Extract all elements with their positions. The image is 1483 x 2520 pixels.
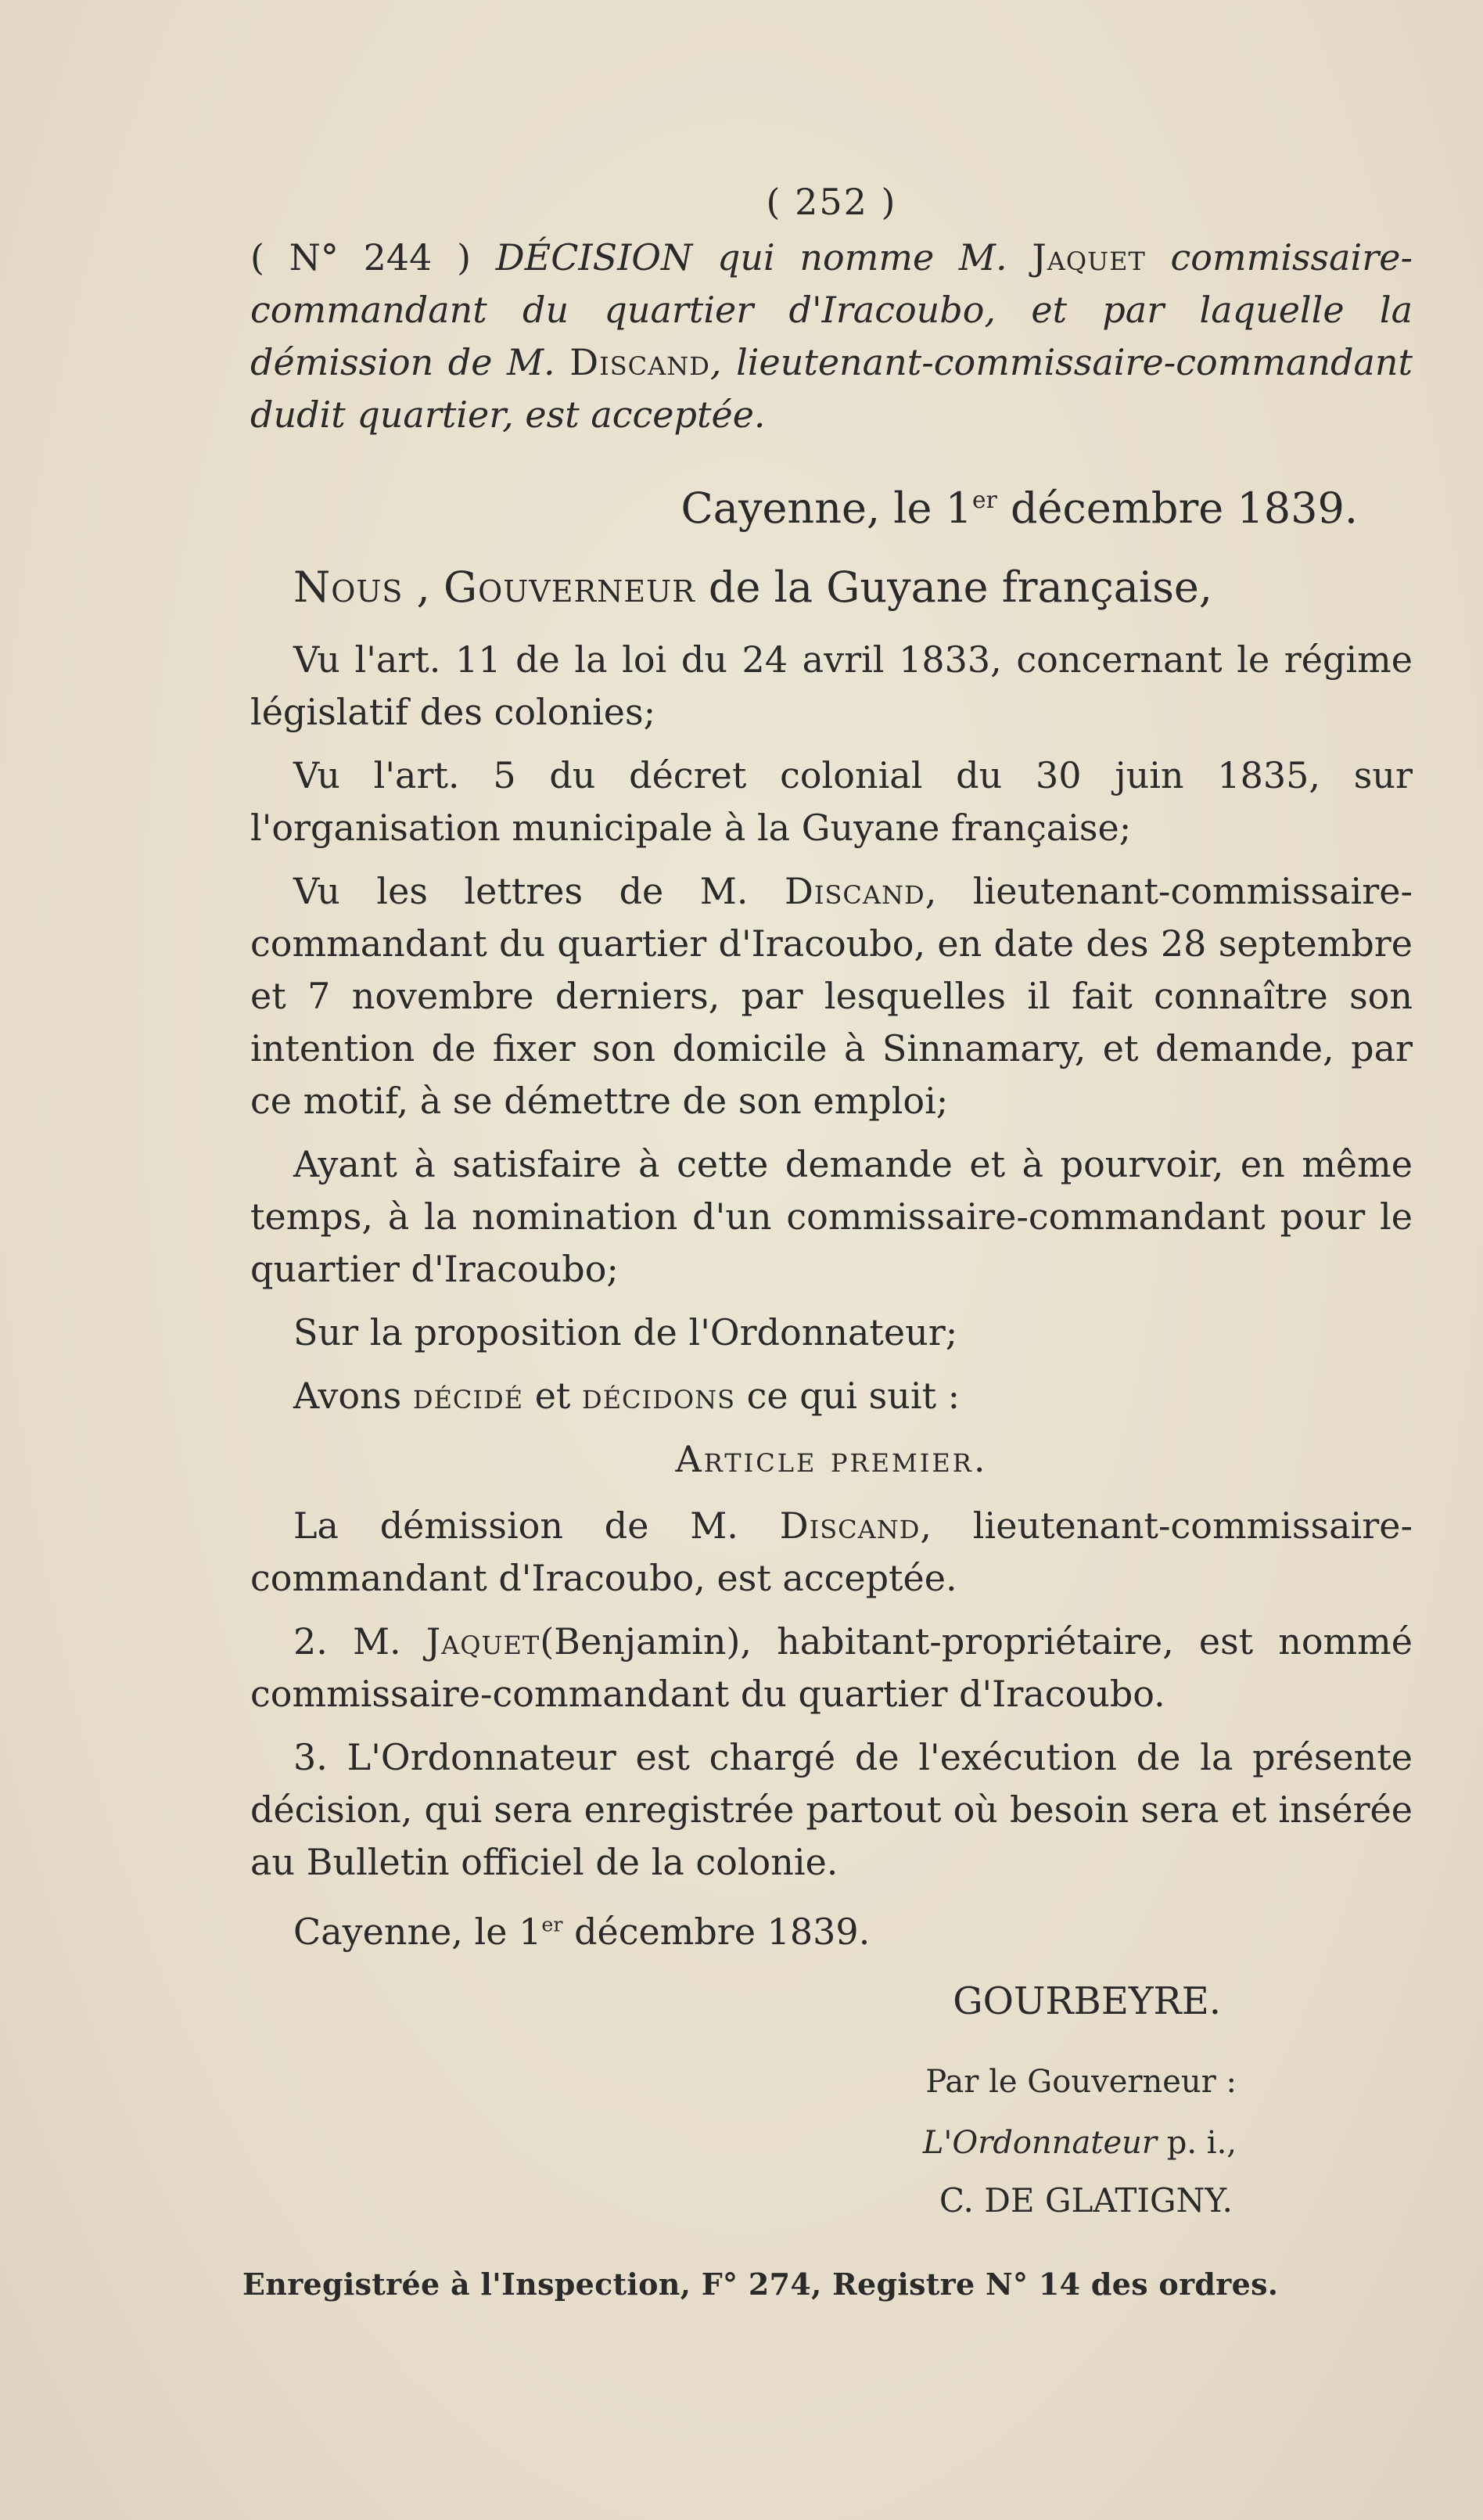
article1-name: Discand <box>779 1504 921 1547</box>
document-body <box>242 176 1413 2310</box>
consideration-2: Vu l'art. 5 du décret colonial du 30 juin 1835, sur l'organisation municipale à la Guyane française; <box>250 754 1413 849</box>
decide-after: ce qui suit : <box>746 1375 961 1417</box>
decision-word: DÉCISION <box>495 236 693 279</box>
signature-gourbeyre: GOURBEYRE. <box>953 1979 1221 2023</box>
dateline <box>250 482 1358 534</box>
intro-gouverneur: Gouverneur <box>443 563 695 612</box>
header-text-2: commissaire-commandant du quartier d'Iracoubo, et par laquelle la démission de M. <box>250 236 1413 383</box>
dateline-rest: décembre 1839. <box>1010 484 1358 533</box>
article-3: 3. L'Ordonnateur est chargé de l'exécution de la présente décision, qui sera enregistrée partout où besoin sera et insérée au Bulletin officiel de la colonie. <box>250 1736 1413 1883</box>
consideration-4: Sur la proposition de l'Ordonnateur; <box>293 1311 958 1353</box>
decision-number: ( N° 244 ) <box>250 236 472 279</box>
dateline-sup: er <box>972 487 997 514</box>
article1-before: La démission de M. <box>293 1504 738 1547</box>
registration-note: Enregistrée à l'Inspection, F° 274, Registre N° 14 des ordres. <box>242 2267 1279 2302</box>
dateline-city: Cayenne, le 1 <box>680 484 973 533</box>
decide-line <box>250 1370 1413 1422</box>
closing-sup: er <box>541 1913 563 1936</box>
countersign-role-suffix: p. i., <box>1166 2125 1237 2161</box>
article-2 <box>250 1616 1413 1720</box>
header-text-3: lieutenant-commissaire-commandant dudit quartier, est acceptée. <box>250 341 1413 436</box>
intro-line: Nous , Gouverneur de la Guyane française, <box>293 563 1213 612</box>
countersign-role-line <box>250 2112 1237 2173</box>
intro-rest: de la Guyane française, <box>708 563 1213 612</box>
closing-city: Cayenne, le 1 <box>293 1911 542 1953</box>
decide-word-2: décidons <box>582 1375 735 1417</box>
header-name-jaquet: Jaquet <box>1032 236 1146 279</box>
article2-name: Jaquet <box>426 1620 540 1663</box>
article2-before: 2. M. <box>293 1620 401 1663</box>
closing-date <box>250 1906 1413 1958</box>
decide-before: Avons <box>293 1375 402 1417</box>
article-title: Article premier. <box>675 1438 988 1480</box>
countersign-line-1: Par le Gouverneur : <box>925 2064 1237 2100</box>
article2-after: (Benjamin), habitant-propriétaire, est nommé commissaire-commandant du quartier d'Iracoubo. <box>250 1620 1413 1715</box>
header-text-1: qui nomme M. <box>716 236 1007 279</box>
intro-nous: Nous <box>293 563 404 612</box>
consideration-1: Vu l'art. 11 de la loi du 24 avril 1833, concernant le régime législatif des colonies; <box>250 638 1413 733</box>
closing-rest: décembre 1839. <box>574 1911 871 1953</box>
letters-before: Vu les lettres de M. <box>293 870 749 912</box>
header-name-discand: Discand <box>569 341 710 383</box>
countersign-role: L'Ordonnateur <box>922 2125 1158 2161</box>
consideration-3: Ayant à satisfaire à cette demande et à pourvoir, en même temps, à la nomination d'un commissaire-commandant pour le quartier d'Iracoubo; <box>250 1143 1413 1290</box>
consideration-letters <box>250 865 1413 1127</box>
article1-after: , lieutenant-commissaire-commandant d'Iracoubo, est acceptée. <box>250 1504 1413 1599</box>
letters-after: , lieutenant-commissaire-commandant du quartier d'Iracoubo, en date des 28 septembre et 7 novembre derniers, par lesquelles il fait connaître son intention de fixer son domicile à Sinnamary, et demande, par ce motif, à se démettre de son emploi; <box>250 870 1413 1122</box>
letters-name: Discand <box>784 870 925 912</box>
decide-word-1: décidé <box>412 1375 524 1417</box>
decision-header: ( N° 244 ) DÉCISION qui nomme M. Jaquet commissaire-commandant du quartier d'Iracoubo, et par laquelle la démission de M. Discand, lieutenant-commissaire-commandant dudit quartier, est acceptée. <box>250 236 1413 436</box>
countersign-name: C. DE GLATIGNY. <box>939 2181 1233 2220</box>
page-number: ( 252 ) <box>766 181 897 223</box>
decide-mid: et <box>534 1375 571 1417</box>
article-1 <box>250 1500 1413 1605</box>
